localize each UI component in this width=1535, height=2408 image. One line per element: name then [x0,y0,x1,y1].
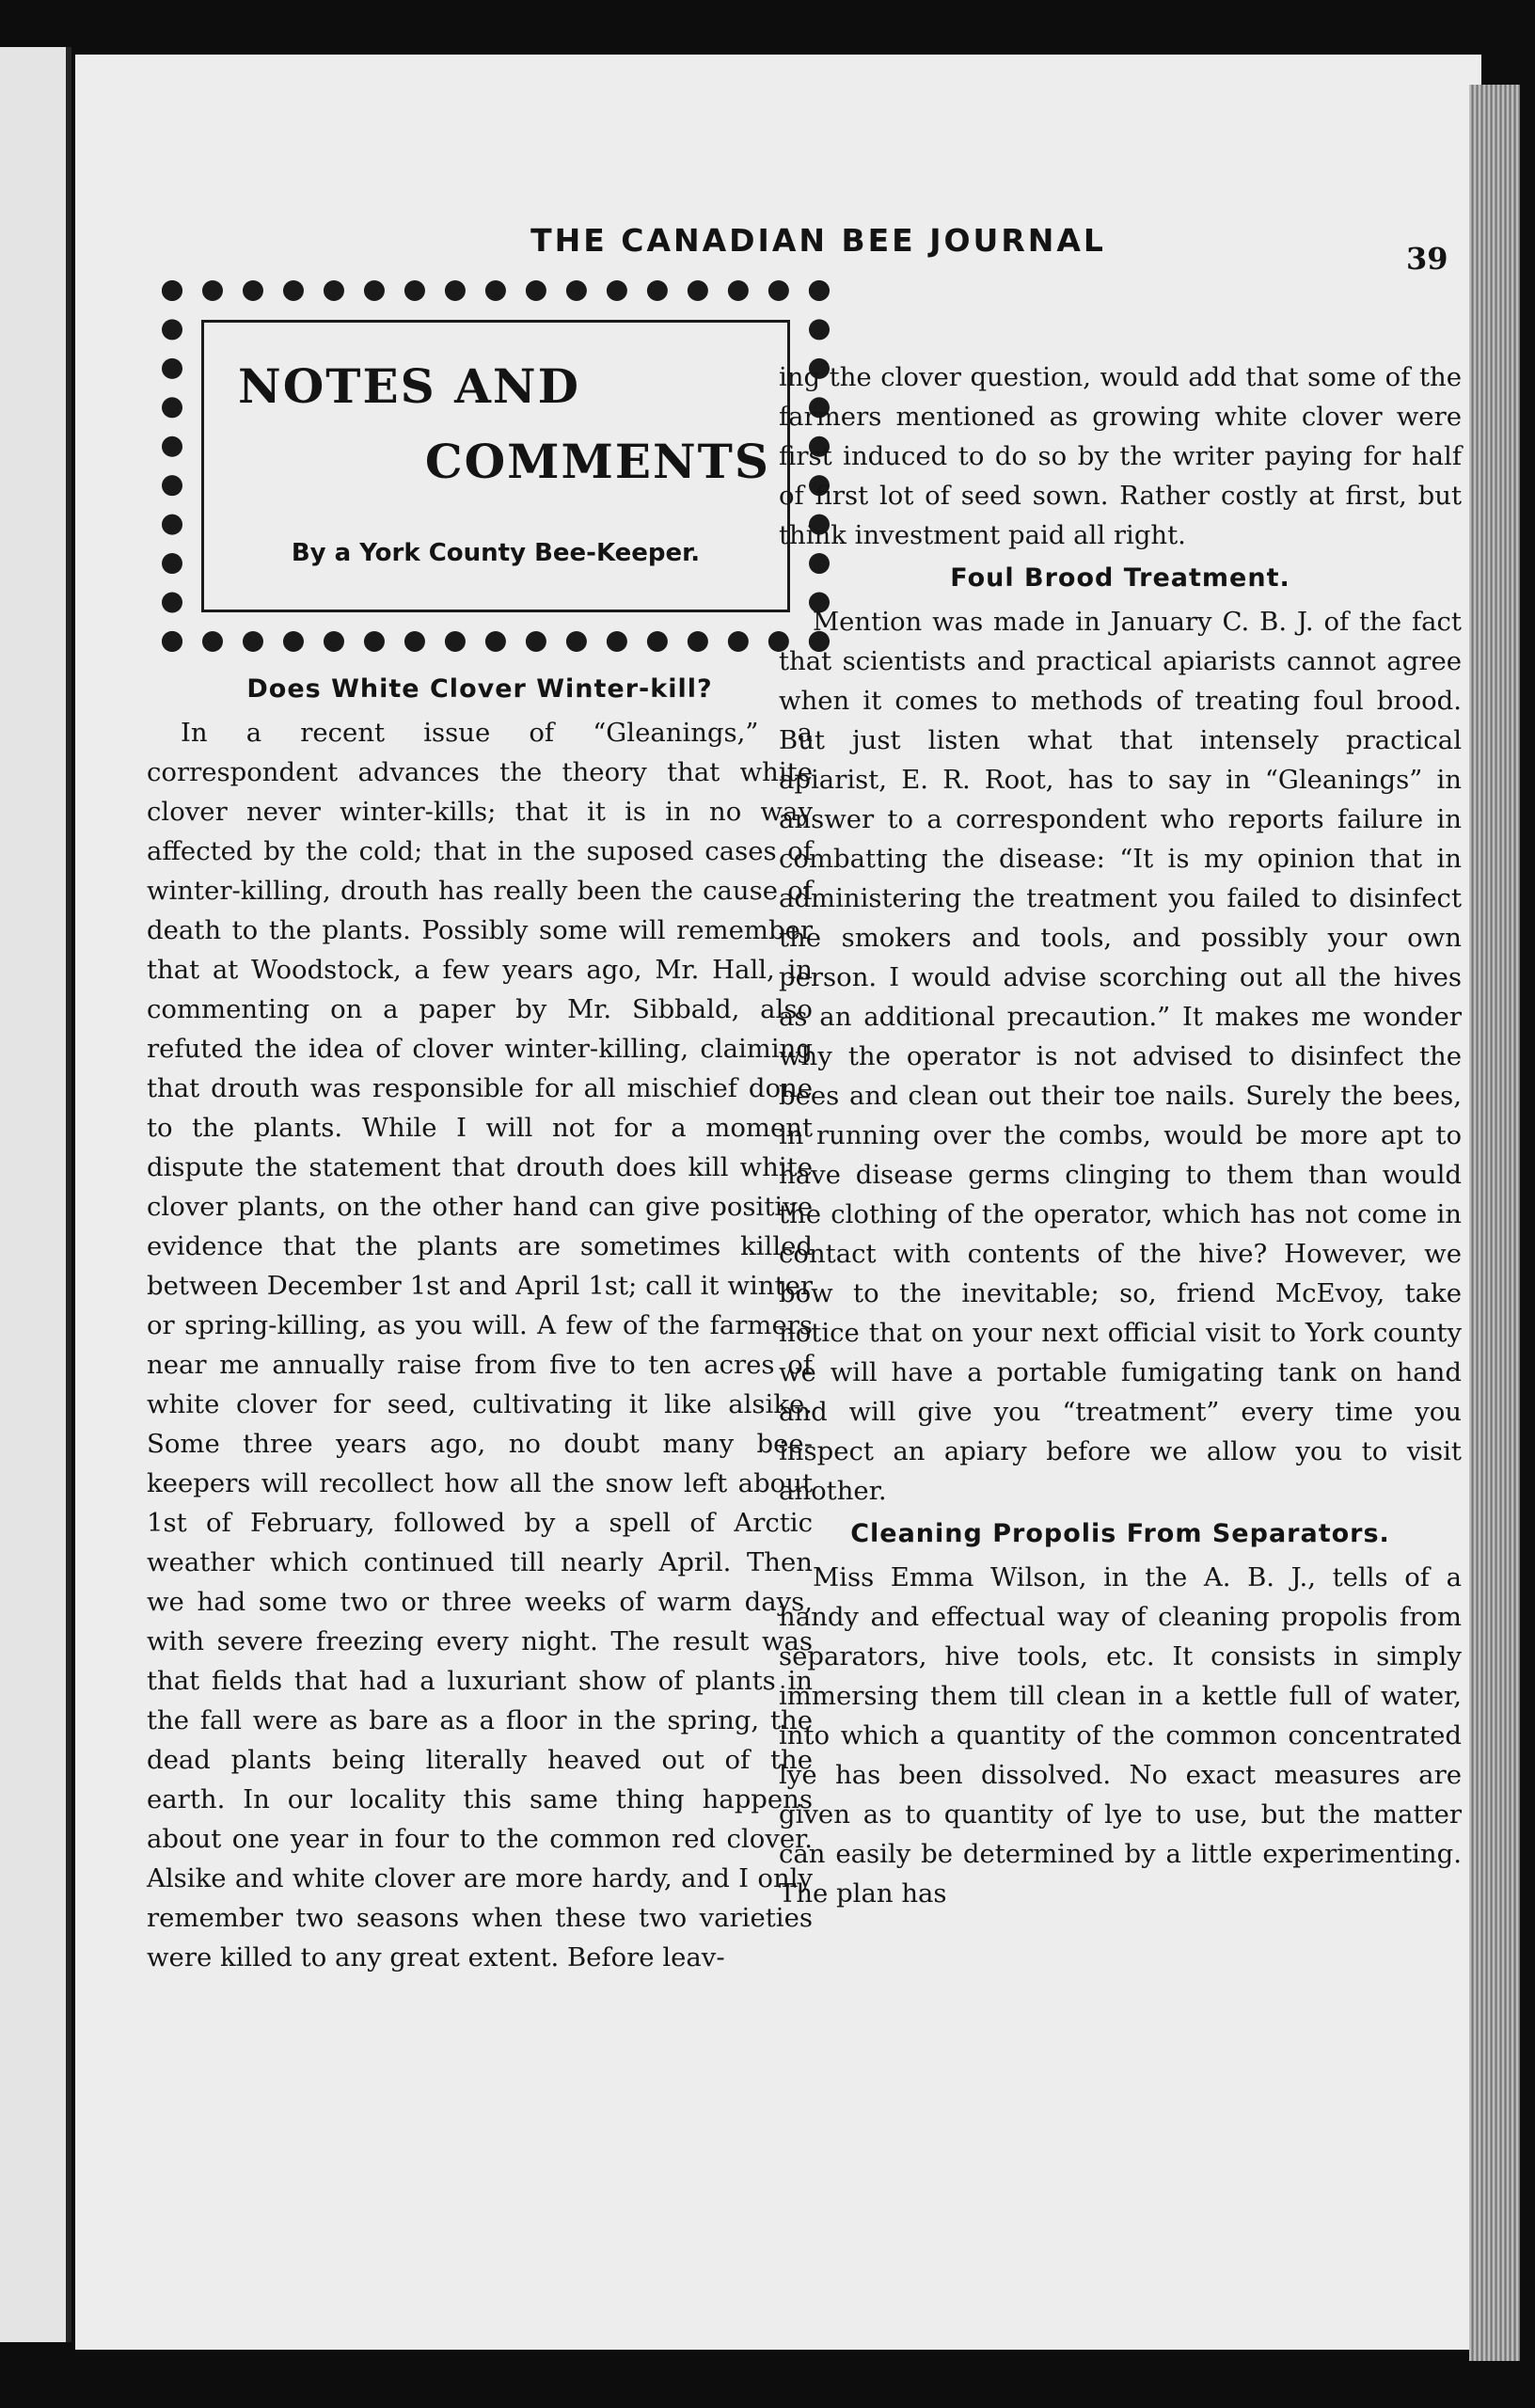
page-number: 39 [1406,241,1448,277]
facing-page-edge [0,47,71,2342]
running-head: THE CANADIAN BEE JOURNAL [530,222,1106,259]
section-title-line2: COMMENTS [424,434,770,489]
article-heading-cleaning-propolis: Cleaning Propolis From Separators. [850,1519,1390,1548]
article-heading-white-clover: Does White Clover Winter-kill? [246,674,713,704]
section-byline: By a York County Bee-Keeper. [291,539,701,567]
page-edge-stack [1469,85,1520,2361]
notes-and-comments-ornamental-box [162,280,830,652]
article-body-cleaning-propolis: Miss Emma Wilson, in the A. B. J., tells of a handy and effectual way of cleaning propolis from separators, hive tools, etc. It consists in simply immersing them till clean in a kettle full of water, into which a quantity of the common concentrated lye has been dissolved. No exact measures are given as to quantity of lye to use, but the matter can easily be determined by a little experimenting. The plan has [779,1562,1462,1909]
article-heading-foul-brood: Foul Brood Treatment. [950,563,1290,593]
article-body-white-clover: In a recent issue of “Gleanings,” a correspondent advances the theory that white clover never winter-kills; that it is in no way affected by the cold; that in the suposed cases of winter-killing, drouth has really been the cause of death to the plants. Possibly some will remember that at Woodstock, a few years ago, Mr. Hall, in commenting on a paper by Mr. Sibbald, also refuted the idea of clover winter-killing, claiming that drouth was responsible for all mischief done to the plants. While I will not for a moment dispute the statement that drouth does kill white clover plants, on the other hand can give positive evidence that the plants are sometimes killed between December 1st and April 1st; call it winter or spring-killing, as you will. A few of the farmers near me annually raise from five to ten acres of white clover for seed, cultivating it like alsike. Some three years ago, no doubt many bee-keepers will recollect how all the snow left about 1st of February, followed by a spell of Arctic weather which continued till nearly April. Then we had some two or three weeks of warm days, with severe freezing every night. The result was that fields that had a luxuriant show of plants in the fall were as bare as a floor in the spring, the dead plants being literally heaved out of the earth. In our locality this same thing happens about one year in four to the common red clover. Alsike and white clover are more hardy, and I only remember two seasons when these two varieties were killed to any great extent. Before leav- [147,718,813,1972]
journal-page [75,55,1481,2350]
article-continuation-white-clover: ing the clover question, would add that some of the farmers mentioned as growing white clover were first induced to do so by the writer paying for half of first lot of seed sown. Rather costly at first, but think investment paid all right. [779,362,1462,550]
article-body-foul-brood: Mention was made in January C. B. J. of the fact that scientists and practical apiarists cannot agree when it comes to methods of treating foul brood. But just listen what that intensely practical apiarist, E. R. Root, has to say in “Gleanings” in answer to a correspondent who reports failure in combatting the disease: “It is my opinion that in administering the treatment you failed to disinfect the smokers and tools, and possibly your own person. I would advise scorching out all the hives as an additional precaution.” It makes me wonder why the operator is not advised to disinfect the bees and clean out their toe nails. Surely the bees, in running over the combs, would be more apt to have disease germs clinging to them than would the clothing of the operator, which has not come in contact with contents of the hive? However, we bow to the inevitable; so, friend McEvoy, take notice that on your next official visit to York county we will have a portable fumigating tank on hand and will give you “treatment” every time you inspect an apiary before we allow you to visit another. [779,607,1462,1506]
right-column [779,357,1462,1913]
left-column [147,666,813,1977]
section-title-line1: NOTES AND [238,358,580,414]
title-frame [201,320,790,612]
